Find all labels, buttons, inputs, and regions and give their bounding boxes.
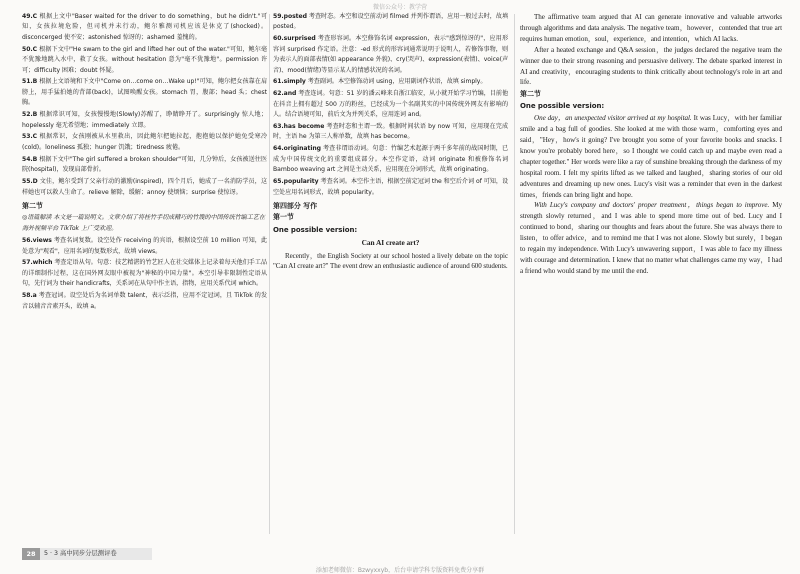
- answer-item: 64.originating 考查非谓语动词。句意：竹编艺术起源于两千多年前的战国时期，已成为中国传统文化的重要组成部分。本空作定语，动词 originate 和被修饰名词 Bamboo weaving art 之间是主动关系，应用现在分词形式，故填 originating。: [273, 145, 508, 174]
- answer-item: 56.views 考查名词复数。设空处作 receiving 的宾语，根据设空前 10 million 可知，此处意为"观看"，应用名词的复数形式，故填 views。: [22, 237, 267, 255]
- top-watermark: 微信公众号：教学营: [372, 4, 427, 11]
- section-heading: 第二节: [22, 201, 43, 210]
- answer-item: 51.B 根据上文语境和下文中"Come on…come on…Wake up!"可知，鲍尔把女孩靠在肩膀上，用手猛拍她的背部(back)，试图唤醒女孩。stomach 胃，腹部；head 头；chest 胸。: [22, 78, 267, 107]
- section-heading: 第二节: [520, 90, 541, 99]
- story-paragraph: With Lucy's company and doctors' proper treatment，things began to improve. My strength slowly returned，and I was able to spend more time out of bed. Lucy and I continued to bond，sharing our thoughts and fears about the future. She was always there to listen，to offer advice，and to remind me that I was not alone. Slowly but surely，I began to regain my independence. With Lucy's unwavering support，I was able to face my illness with courage and determination. I knew that no matter what challenges came my way，I had a friend who would stand by me until the end.: [520, 201, 782, 275]
- answer-item: 58.a 考查冠词。设空处后为名词单数 talent，表示泛指，应用不定冠词，且 TikTok 的发音以辅音音素开头，故填 a。: [22, 292, 267, 310]
- answer-item: 59.posted 考查时态。本空和设空前动词 filmed 并列作谓语，应用一般过去时，故填 posted。: [273, 13, 508, 31]
- answer-item: 54.B 根据下文中"The girl suffered a broken shoulder"可知，几分钟后，女孩被送往医院(hospital)，发现肩部骨折。: [22, 155, 267, 174]
- part-title: 第四部分 写作: [273, 201, 318, 210]
- answer-item: 55.D 文佳，鲍尔受到了父亲行动的激励(inspired)，四个月后，她成了一名消防学员，这样她也可以救人生命了。relieve 解除，缓解；annoy 使烦恼；surprise 使惊讶。: [22, 178, 267, 196]
- answer-item: 62.and 考查连词。句意：51 岁的潘云峰来自浙江临安，从小就开始学习竹编，目前他在抖音上拥有超过 500 万的粉丝，已经成为一个名副其实的中国传统外网友有影响的人。结合语境可知，前后文为并列关系，应用连词 and。: [273, 90, 508, 119]
- page-number: 28: [22, 548, 40, 560]
- version-label: One possible version:: [520, 102, 605, 111]
- column-divider: [514, 14, 515, 534]
- answer-column-middle: [273, 12, 508, 538]
- answer-item: 50.C 根据下文中"He swam to the girl and lifted her out of the water."可知，鲍尔毫不犹豫地跳入水中，救了女孩。without hesitation 意为"毫不犹豫地"。permission 许可；difficulty 困难；doubt 怀疑。: [22, 45, 267, 74]
- answer-column-left: [22, 12, 267, 538]
- story-paragraph: One day，an unexpected visitor arrived at my hospital. It was Lucy，with her familiar smile and a bag full of goodies. She looked at me with those warm，comforting eyes and said，"Hey，how's it going? I've brought you some of your favorite books and snacks. I know you're probably bored here，so I thought we could catch up and maybe even read a chapter together." Her words were like a ray of sunshine breaking through the darkness of my hospital room. I felt my spirits lifted as we talked and laughed，sharing stories of our old adventures and dreaming up new ones. Lucy's visit was a reminder that even in the darkest times，friends can bring light and hope.: [520, 114, 782, 199]
- essay-column-right: [520, 12, 782, 538]
- passage-note: ◎语篇解读 本文是一篇说明文。文章介绍了将桂竹手切成精巧的竹篾的中国传统竹编工艺在海外视频平台 TikTok 上广受欢迎。: [22, 214, 265, 232]
- essay-paragraph: The affirmative team argued that AI can generate innovative and valuable artworks through algorithms and data analysis. The negative team，however，contended that true art requires human emotion，soul，experience，and intention，which AI lacks.: [520, 13, 782, 43]
- answer-item: 61.simply 考查副词。本空修饰动词 using，应用副词作状语，故填 simply。: [273, 78, 487, 86]
- answer-item: 63.has become 考查时态和主谓一致。根据时间状语 by now 可知，应用现在完成时，主语 he 为第三人称单数，故填 has become。: [273, 123, 508, 141]
- answer-item: 60.surprised 考查形容词。本空修饰名词 expression，表示"感到惊讶的"，应用形容词 surprised 作定语。注意：-ed 形式的形容词通常说明于说明人，若修饰事物，则为表示人的面部表情(如 appearance 外貌)、cry(哭声)、expression(表情)、voice(声音)、mood(情绪)等显示某人的情感状况的名词。: [273, 35, 508, 74]
- bottom-watermark: 添加老师微信：Bzwyxxyb，后台申请学科专版资料免费分享群: [315, 567, 485, 574]
- answer-item: 65.popularity 考查名词。本空作主语，根据空前定冠词 the 和空后介词 of 可知，设空处应用名词形式，故填 popularity。: [273, 178, 508, 196]
- essay-paragraph: After a heated exchange and Q&A session，the judges declared the negative team the winner due to their strong reasoning and persuasive delivery. The debate sparked interest in AI and creativity，encouraging students to think critically about technology's role in art and life.: [520, 45, 782, 87]
- version-label: One possible version:: [273, 225, 358, 234]
- answer-item: 53.C 根据常识，女孩刚被从水里救出，因此鲍尔把她拉起，抱抱她以保护她免受寒冷(cold)。loneliness 孤独；hunger 饥饿；tiredness 疲倦。: [22, 133, 267, 151]
- answer-item: 49.C 根据上文中"Baser waited for the driver to do something，but he didn't."可知，女孩拉境危险，但司机并未行动，鲍尔雅测司机应该是休克了(shocked)。disconcerged 使不安；astonished 惊讶的；ashamed 羞愧的。: [22, 13, 267, 41]
- book-title: 5 · 3 高中同步分层测评卷: [44, 550, 117, 557]
- column-divider: [269, 14, 270, 534]
- sub-title: 第一节: [273, 213, 294, 222]
- answer-item: 57.which 考查定语从句。句意：技艺精湛的竹艺匠人在社交媒体上记录着每天他们手工品的详细制作过程，这在国外网友眼中被视为"神秘的中国力量"。本空引导非限制性定语从句，先行词为 their handicrafts，关系词在从句中作主语，指物，应用关系代词 which。: [22, 259, 267, 288]
- essay-paragraph: Recently，the English Society at our school hosted a lively debate on the topic "Can AI create art?" The event drew an enthusiastic audience of around 600 students.: [273, 251, 508, 271]
- answer-item: 52.B 根据常识可知，女孩慢慢地(Slowly)苏醒了，睁睛睁开了。surprisingly 惊人地；hopelessly 毫无希望地；immediately 立即。: [22, 111, 267, 129]
- essay-title: Can AI create art?: [361, 238, 420, 248]
